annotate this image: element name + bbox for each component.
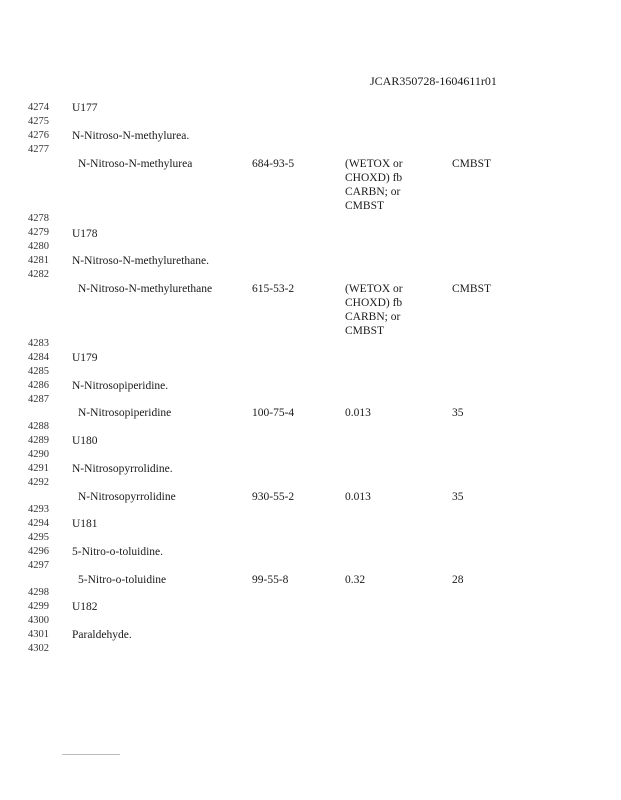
wastewater-standard: 0.013: [345, 491, 371, 503]
line-number: 4277: [28, 144, 49, 155]
line-number: 4290: [28, 449, 49, 460]
standard-line: CMBST: [345, 325, 384, 337]
standard-line: CARBN; or: [345, 186, 401, 198]
cas-number: 99-55-8: [252, 574, 289, 586]
wastewater-standard: [345, 157, 435, 213]
line-number: 4288: [28, 421, 49, 432]
nonwastewater-standard: 28: [452, 574, 464, 586]
line-number: 4289: [28, 435, 49, 446]
waste-code: U177: [72, 102, 98, 114]
standard-line: CHOXD) fb: [345, 297, 403, 309]
wastewater-standard: 0.32: [345, 574, 366, 586]
nonwastewater-standard: 35: [452, 491, 464, 503]
line-number: 4302: [28, 643, 49, 654]
nonwastewater-standard: 35: [452, 407, 464, 419]
line-number: 4285: [28, 366, 49, 377]
line-number: 4295: [28, 532, 49, 543]
constituent-name: N-Nitroso-N-methylurethane: [78, 283, 213, 295]
line-number: 4282: [28, 269, 49, 280]
line-number: 4291: [28, 463, 49, 474]
nonwastewater-standard: CMBST: [452, 283, 491, 295]
line-number: 4283: [28, 338, 49, 349]
standard-line: CMBST: [345, 200, 384, 212]
line-number: 4284: [28, 352, 49, 363]
line-number: 4292: [28, 477, 49, 488]
nonwastewater-standard: CMBST: [452, 158, 491, 170]
constituent-name: 5-Nitro-o-toluidine: [78, 574, 167, 586]
wastewater-standard: [345, 282, 435, 338]
waste-code: U181: [72, 518, 98, 530]
line-number: 4287: [28, 394, 49, 405]
line-number: 4274: [28, 102, 49, 113]
standard-line: CHOXD) fb: [345, 172, 403, 184]
cas-number: 684-93-5: [252, 158, 295, 170]
line-number: 4300: [28, 615, 49, 626]
line-number: 4301: [28, 629, 49, 640]
waste-name: N-Nitrosopyrrolidine.: [72, 463, 173, 475]
waste-name: N-Nitrosopiperidine.: [72, 380, 169, 392]
cas-number: 615-53-2: [252, 283, 295, 295]
waste-code: U178: [72, 228, 98, 240]
constituent-name: N-Nitrosopyrrolidine: [78, 491, 176, 503]
line-number: 4276: [28, 130, 49, 141]
waste-code: U180: [72, 435, 98, 447]
line-number: 4298: [28, 587, 49, 598]
line-number: 4299: [28, 601, 49, 612]
cas-number: 930-55-2: [252, 491, 295, 503]
wastewater-standard: 0.013: [345, 407, 371, 419]
line-number: 4278: [28, 213, 49, 224]
constituent-name: N-Nitrosopiperidine: [78, 407, 172, 419]
standard-line: (WETOX or: [345, 158, 403, 170]
waste-name: N-Nitroso-N-methylurethane.: [72, 255, 210, 267]
waste-code: U179: [72, 352, 98, 364]
line-number: 4280: [28, 241, 49, 252]
line-number: 4293: [28, 504, 49, 515]
line-number: 4275: [28, 116, 49, 127]
document-id: JCAR350728-1604611r01: [370, 74, 497, 88]
waste-code: U182: [72, 601, 98, 613]
line-number: 4296: [28, 546, 49, 557]
line-number: 4294: [28, 518, 49, 529]
cas-number: 100-75-4: [252, 407, 295, 419]
standard-line: CARBN; or: [345, 311, 401, 323]
waste-name: N-Nitroso-N-methylurea.: [72, 130, 190, 142]
waste-name: Paraldehyde.: [72, 629, 132, 641]
constituent-name: N-Nitroso-N-methylurea: [78, 158, 193, 170]
standard-line: (WETOX or: [345, 283, 403, 295]
line-number: 4297: [28, 560, 49, 571]
line-number: 4281: [28, 255, 49, 266]
waste-name: 5-Nitro-o-toluidine.: [72, 546, 164, 558]
line-number: 4279: [28, 227, 49, 238]
line-number: 4286: [28, 380, 49, 391]
footer-divider: [62, 754, 120, 755]
